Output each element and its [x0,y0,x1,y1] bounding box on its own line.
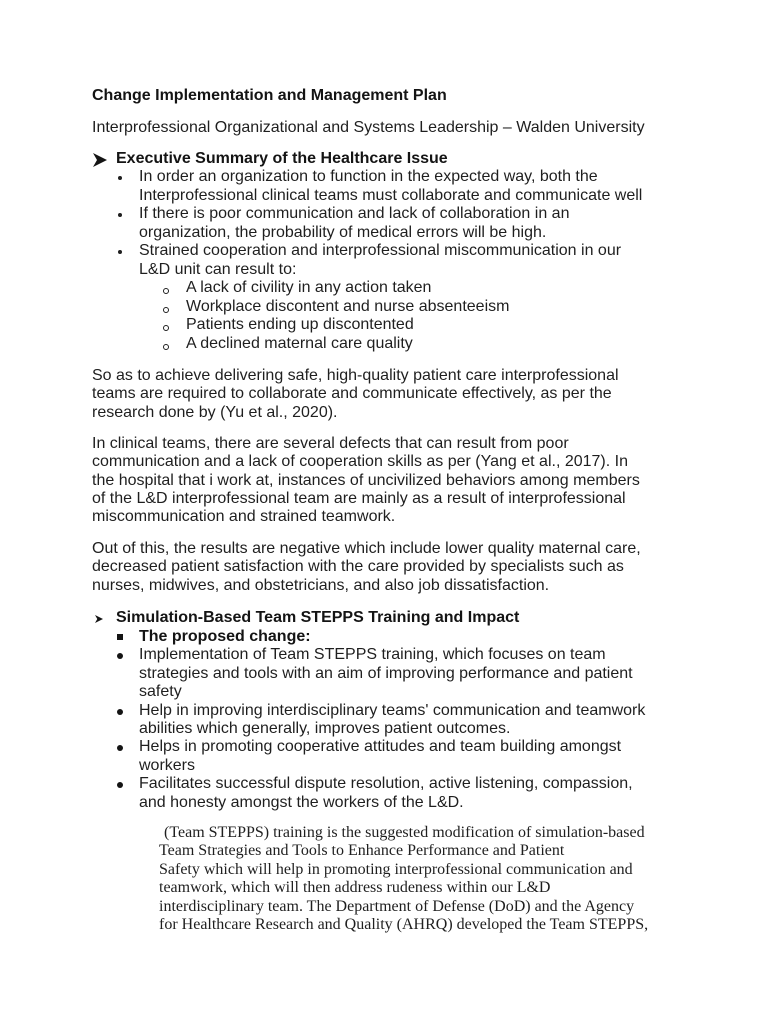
paragraph-line: Team Strategies and Tools to Enhance Performance and Patient [159,842,565,860]
list-item-line: L&D unit can result to: [139,260,297,278]
paragraph-line: Safety which will help in promoting interprofessional communication and [159,860,633,878]
team-stepps-paragraph [159,824,648,934]
bullet-dot-icon [117,782,123,788]
list-item [92,646,645,701]
list-item-line: Strained cooperation and interprofessional miscommunication in our [139,242,622,259]
sub-list-item [139,298,642,317]
list-item-line: If there is poor communication and lack of collaboration in an [139,205,570,222]
paragraph-line: decreased patient satisfaction with the care provided by specialists such as [92,558,624,576]
paragraph-line: nurses, midwives, and obstetricians, and also job dissatisfaction. [92,576,550,594]
list-item-line: safety [139,683,182,701]
list-item-line: In order an organization to function in the expected way, both the [139,168,598,185]
list-item-line: and honesty amongst the workers of the L&D. [139,793,464,811]
paragraph-line: teams are required to collaborate and communicate effectively, as per the [92,385,612,403]
executive-summary-heading: Executive Summary of the Healthcare Issue [116,150,448,167]
list-item-line: organization, the probability of medical errors will be high. [139,223,547,241]
hollow-bullet-icon [163,325,169,331]
executive-summary-bullets [92,168,642,353]
list-item [92,242,642,353]
list-item [92,775,645,812]
arrow-bullet-icon [95,615,103,623]
list-item-line: Implementation of Team STEPPS training, which focuses on team [139,646,606,664]
paragraph-line: communication and a lack of cooperation skills as per (Yang et al., 2017). In [92,453,628,471]
paragraph-line: of the L&D interprofessional team are mainly as a result of interprofessional [92,489,626,507]
bullet-dot-icon [118,176,122,180]
document-subtitle: Interprofessional Organizational and Systems Leadership – Walden University [92,119,645,136]
paragraph-line: In clinical teams, there are several defects that can result from poor [92,435,569,452]
proposed-change-list [92,628,645,812]
square-bullet-icon [117,634,123,640]
proposed-change-label: The proposed change: [139,628,311,645]
simulation-section-heading: Simulation-Based Team STEPPS Training and Impact [116,609,520,626]
list-item-line: Interprofessional clinical teams must collaborate and communicate well [139,186,643,204]
sub-list-item [139,335,642,354]
sub-list-item-text: Patients ending up discontented [186,316,414,333]
list-item [92,205,642,242]
body-paragraph [92,367,619,422]
hollow-bullet-icon [163,288,169,294]
list-item-line: workers [139,756,196,774]
paragraph-line: So as to achieve delivering safe, high-quality patient care interprofessional [92,367,619,384]
list-item-line: Facilitates successful dispute resolution, active listening, compassion, [139,775,633,793]
paragraph-line: the hospital that i work at, instances of uncivilized behaviors among members [92,471,640,489]
sub-list-item-text: A declined maternal care quality [186,334,413,352]
paragraph-line: miscommunication and strained teamwork. [92,508,396,526]
body-paragraph [92,435,640,526]
bullet-dot-icon [117,745,123,751]
list-item-line: Helps in promoting cooperative attitudes and team building amongst [139,738,622,756]
list-item [92,738,645,775]
list-item [92,628,645,646]
bullet-dot-icon [118,213,122,217]
paragraph-line: (Team STEPPS) training is the suggested modification of simulation-based [164,824,645,841]
list-item-line: abilities which generally, improves patient outcomes. [139,719,511,737]
sub-list-item [139,279,642,298]
hollow-bullet-icon [163,307,169,313]
bullet-dot-icon [117,709,123,715]
body-paragraph [92,540,641,595]
paragraph-line: teamwork, which will then address rudeness within our L&D [159,879,551,897]
sub-list-item [139,316,642,335]
paragraph-line: for Healthcare Research and Quality (AHRQ) developed the Team STEPPS, [159,915,649,933]
paragraph-line: research done by (Yu et al., 2020). [92,403,338,421]
list-item [92,168,642,205]
bullet-dot-icon [117,653,123,659]
list-item-line: Help in improving interdisciplinary teams' communication and teamwork [139,701,646,719]
list-item-line: strategies and tools with an aim of improving performance and patient [139,664,633,682]
sub-list-item-text: Workplace discontent and nurse absenteeism [186,297,510,315]
paragraph-line: Out of this, the results are negative which include lower quality maternal care, [92,540,641,557]
paragraph-line: interdisciplinary team. The Department of Defense (DoD) and the Agency [159,897,635,915]
arrow-bullet-icon [93,153,107,167]
hollow-bullet-icon [163,344,169,350]
document-title: Change Implementation and Management Plan [92,87,447,104]
sub-list-item-text: A lack of civility in any action taken [186,279,432,296]
list-item [92,702,645,739]
bullet-dot-icon [118,250,122,254]
